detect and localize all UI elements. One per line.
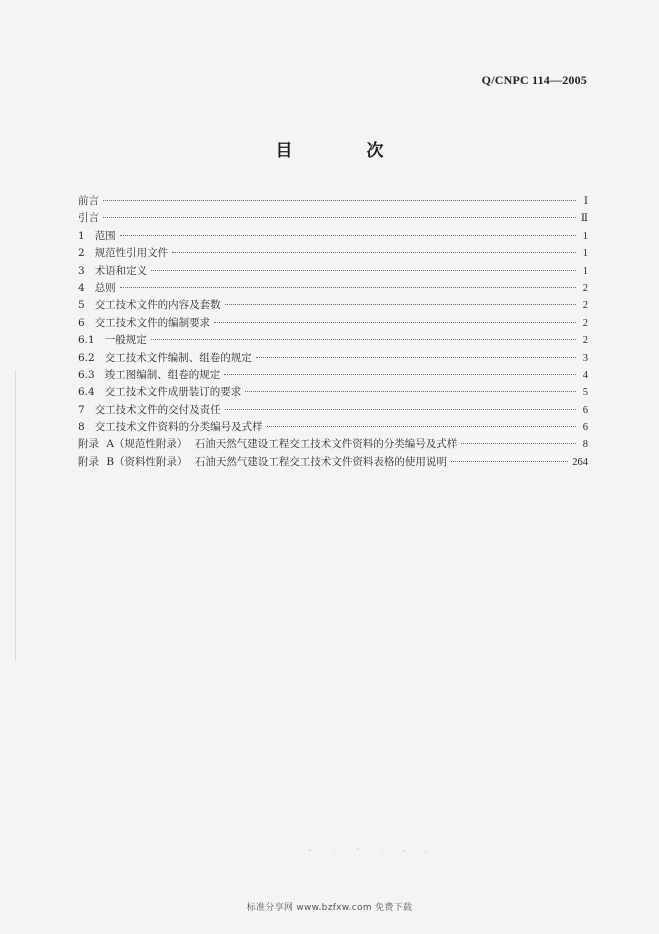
- toc-entry-label: 交工技术文件的交付及责任: [94, 403, 221, 416]
- toc-entry-number: 6: [78, 316, 85, 329]
- toc-leader-dots: [214, 322, 576, 323]
- toc-entry-page: 1: [582, 230, 588, 242]
- toc-entry[interactable]: [78, 245, 588, 262]
- page-edge-line: [15, 370, 16, 660]
- toc-entry-label: 竣工图编制、组卷的规定: [104, 368, 221, 381]
- toc-entry-label: 交工技术文件编制、组卷的规定: [104, 351, 252, 364]
- toc-entry-page: 2: [582, 300, 588, 312]
- toc-entry-label: 交工技术文件的编制要求: [94, 316, 211, 329]
- toc-entry-label: 术语和定义: [94, 264, 148, 277]
- toc-entry[interactable]: [78, 402, 588, 419]
- toc-leader-dots: [103, 217, 576, 218]
- toc-leader-dots: [120, 235, 576, 236]
- toc-entry-label: 总则: [94, 281, 116, 294]
- toc-entry[interactable]: [78, 350, 588, 367]
- toc-entry[interactable]: [78, 280, 588, 297]
- toc-entry-label: 一般规定: [104, 334, 147, 347]
- toc-entry-label: 交工技术文件成册装订的要求: [104, 386, 242, 399]
- toc-entry[interactable]: [78, 436, 588, 453]
- toc-leader-dots: [151, 270, 576, 271]
- toc-entry-number: 7: [78, 403, 85, 416]
- toc-entry-label: 交工技术文件资料的分类编号及式样: [94, 421, 263, 434]
- toc-entry-label: 引言: [78, 212, 99, 225]
- toc-entry-number: 4: [78, 281, 85, 294]
- toc-entry[interactable]: [78, 193, 588, 210]
- toc-entry-number: 1: [78, 229, 85, 242]
- toc-leader-dots: [224, 374, 576, 375]
- toc-leader-dots: [451, 461, 568, 462]
- toc-entry[interactable]: [78, 367, 588, 384]
- toc-entry-number: 6.3: [78, 368, 95, 381]
- toc-entry-label: 规范性引用文件: [94, 247, 169, 260]
- table-of-contents: [78, 193, 588, 471]
- toc-entry[interactable]: [78, 384, 588, 401]
- toc-entry[interactable]: [78, 210, 588, 227]
- toc-leader-dots: [225, 409, 576, 410]
- toc-entry-page: 3: [582, 352, 588, 364]
- footer-watermark: 标准分享网 www.bzfxw.com 免费下载: [246, 903, 413, 913]
- toc-entry-number: 5: [78, 299, 85, 312]
- toc-entry-page: 2: [582, 282, 588, 294]
- toc-leader-dots: [172, 252, 576, 253]
- toc-entry-page: 264: [572, 456, 588, 468]
- toc-entry-label: 范围: [94, 229, 116, 242]
- toc-entry-page: 6: [582, 404, 588, 416]
- toc-entry[interactable]: [78, 454, 588, 471]
- toc-leader-dots: [461, 443, 576, 444]
- toc-entry[interactable]: [78, 419, 588, 436]
- toc-entry-label: 交工技术文件的内容及套数: [94, 299, 221, 312]
- toc-leader-dots: [151, 339, 576, 340]
- toc-entry-page: 2: [582, 317, 588, 329]
- toc-leader-dots: [225, 304, 576, 305]
- toc-entry-page: 1: [582, 265, 588, 277]
- toc-leader-dots: [267, 426, 576, 427]
- toc-entry-number: 8: [78, 421, 85, 434]
- toc-entry-page: 2: [582, 335, 588, 347]
- toc-entry-page: 1: [582, 248, 588, 260]
- toc-entry-number: 2: [78, 247, 85, 260]
- toc-entry-number: 6.4: [78, 386, 95, 399]
- toc-entry[interactable]: [78, 332, 588, 349]
- toc-entry-number: 6.1: [78, 334, 95, 347]
- toc-entry-number: 3: [78, 264, 85, 277]
- toc-entry-label: 附录 A（规范性附录） 石油天然气建设工程交工技术文件资料的分类编号及式样: [78, 438, 458, 451]
- toc-entry-page: 4: [582, 369, 588, 381]
- toc-leader-dots: [256, 357, 576, 358]
- scan-specks: [300, 840, 440, 860]
- toc-entry-page: 8: [582, 439, 588, 451]
- page-title: 目 次: [275, 141, 418, 161]
- toc-leader-dots: [120, 287, 576, 288]
- toc-entry[interactable]: [78, 228, 588, 245]
- toc-entry[interactable]: [78, 263, 588, 280]
- toc-entry[interactable]: [78, 315, 588, 332]
- document-code: Q/CNPC 114—2005: [481, 73, 587, 87]
- toc-leader-dots: [245, 391, 576, 392]
- toc-entry-page: Ⅰ: [583, 196, 588, 207]
- toc-entry-page: 5: [582, 387, 588, 399]
- toc-entry-label: 前言: [78, 195, 99, 207]
- toc-entry-page: Ⅱ: [580, 213, 588, 225]
- toc-leader-dots: [103, 200, 576, 201]
- toc-entry-label: 附录 B（资料性附录） 石油天然气建设工程交工技术文件资料表格的使用说明: [78, 455, 447, 468]
- toc-entry-page: 6: [582, 422, 588, 434]
- toc-entry[interactable]: [78, 297, 588, 314]
- toc-entry-number: 6.2: [78, 351, 95, 364]
